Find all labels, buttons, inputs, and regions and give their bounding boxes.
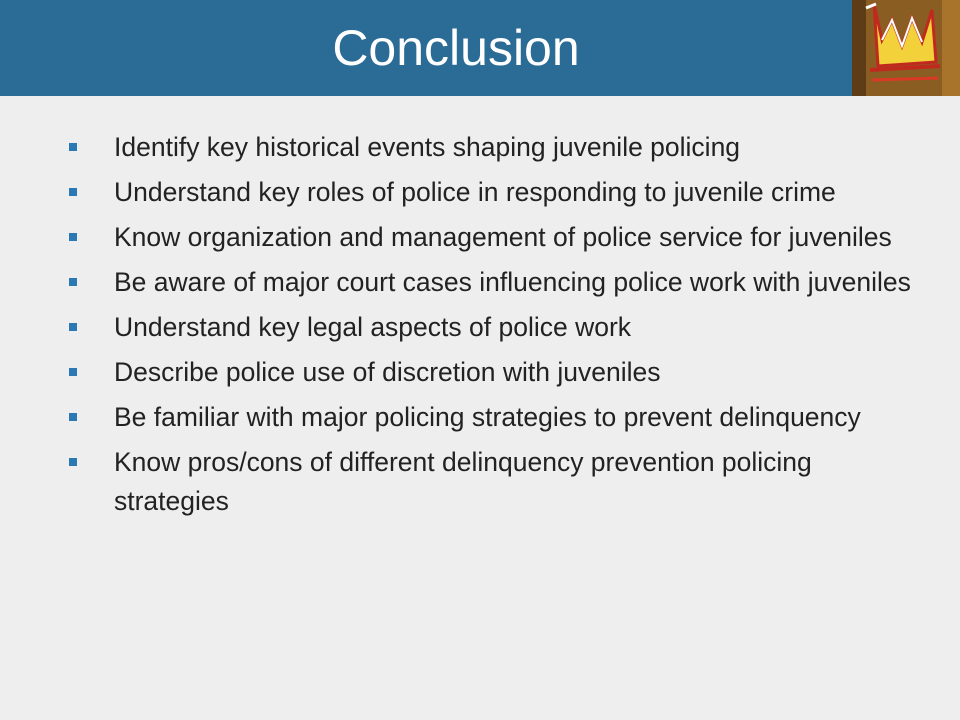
- list-item: [0, 443, 960, 521]
- bullet-text: Know pros/cons of different delinquency prevention policing strategies: [114, 447, 812, 516]
- crown-painting-icon: [852, 0, 960, 96]
- list-item: [0, 398, 960, 437]
- bullet-square-icon: [69, 278, 77, 286]
- list-item: [0, 128, 960, 167]
- bullet-text: Know organization and management of police service for juveniles: [114, 222, 892, 252]
- bullet-square-icon: [69, 458, 77, 466]
- bullet-text: Be aware of major court cases influencing police work with juveniles: [114, 267, 911, 297]
- bullet-text: Describe police use of discretion with juveniles: [114, 357, 661, 387]
- list-item: [0, 308, 960, 347]
- bullet-square-icon: [69, 368, 77, 376]
- bullet-square-icon: [69, 188, 77, 196]
- bullet-text: Understand key legal aspects of police work: [114, 312, 632, 342]
- list-item: [0, 353, 960, 392]
- bullet-list: [0, 128, 960, 527]
- list-item: [0, 218, 960, 257]
- bullet-text: Be familiar with major policing strategies to prevent delinquency: [114, 402, 861, 432]
- slide-title: Conclusion: [332, 20, 580, 76]
- list-item: [0, 263, 960, 302]
- bullet-text: Identify key historical events shaping juvenile policing: [114, 132, 741, 162]
- list-item: [0, 173, 960, 212]
- bullet-square-icon: [69, 323, 77, 331]
- bullet-square-icon: [69, 233, 77, 241]
- bullet-square-icon: [69, 143, 77, 151]
- bullet-square-icon: [69, 413, 77, 421]
- bullet-text: Understand key roles of police in responding to juvenile crime: [114, 177, 836, 207]
